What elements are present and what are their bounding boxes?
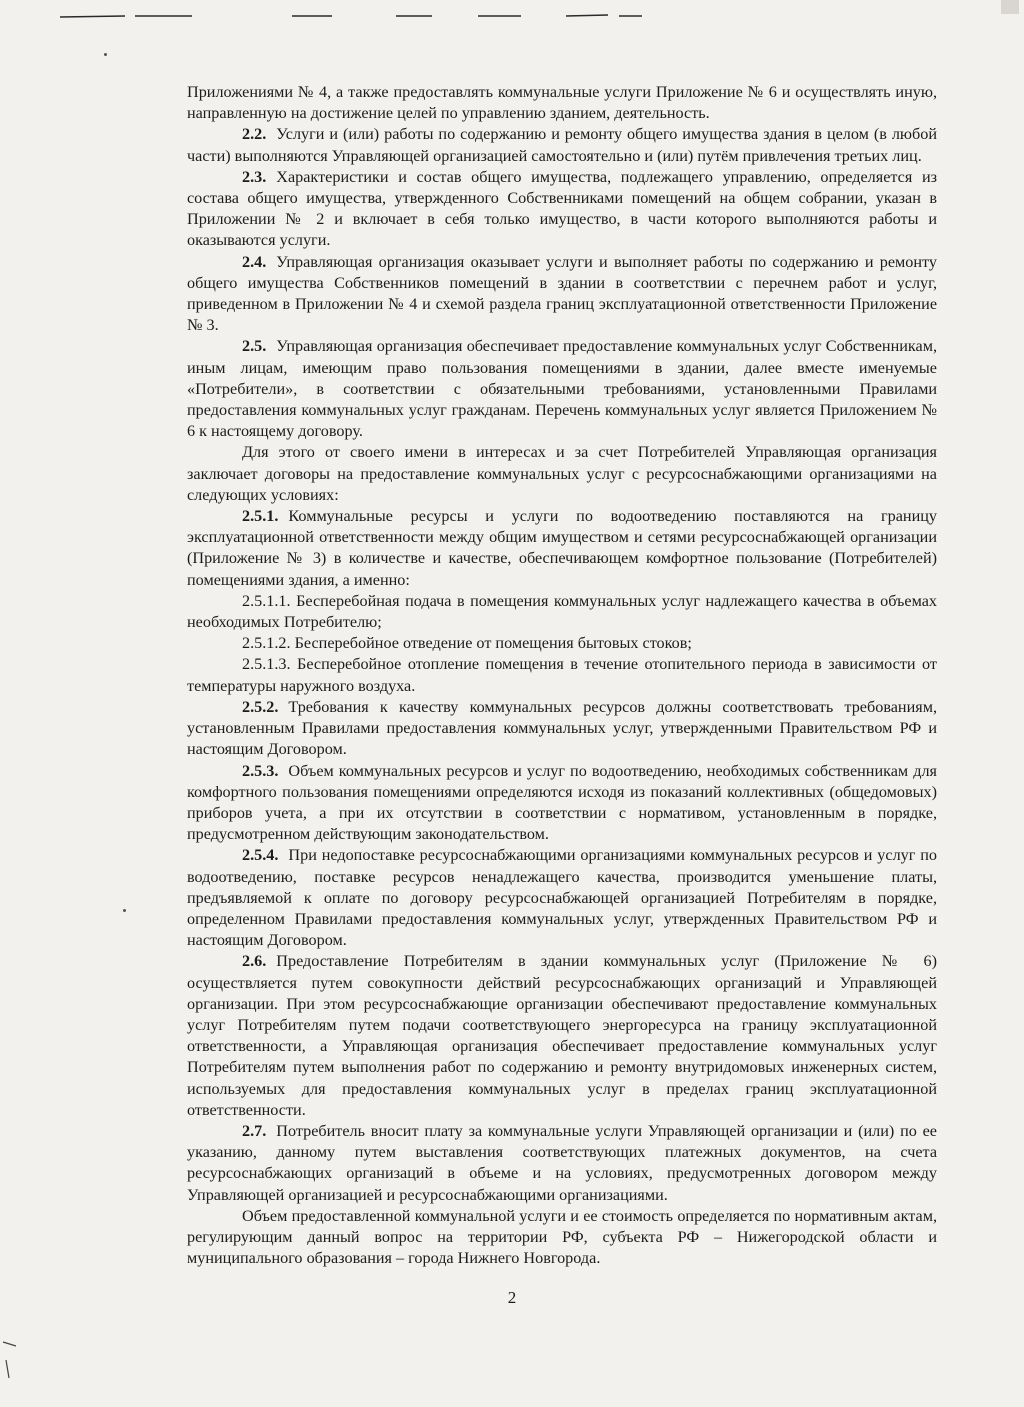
paragraph-text: Бесперебойное отведение от помещения бытовых стоков;: [294, 634, 692, 653]
paragraph-text: Управляющая организация оказывает услуги и выполняет работы по содержанию и ремонту общего имущества Собственников помещений в здании в соответствии с перечнем работ и услуг, приведенном в Приложении № 4 и схемой раздела границ эксплуатационной ответственности Приложение № 3.: [187, 252, 937, 335]
page-number: 2: [507, 1288, 517, 1307]
clause-number: 2.6.: [242, 952, 267, 971]
clause-number: 2.5.4.: [242, 846, 279, 865]
paragraph: [187, 951, 937, 1121]
scan-speck: [104, 53, 107, 56]
paragraph: [187, 761, 937, 846]
paragraph: [187, 654, 937, 696]
paragraph-text: Потребитель вносит плату за коммунальные услуги Управляющей организации и (или) по ее указанию, данному путем выставления соответствующих платежных документов, на счета ресурсоснабжающих организаций в объеме и на условиях, предусмотренных договором между Управляющей организацией и ресурсоснабжающими организациями.: [187, 1121, 937, 1204]
clause-number: 2.5.1.: [242, 507, 279, 526]
paragraph-text: Объем коммунальных ресурсов и услуг по водоотведению, необходимых собственникам для комфортного пользования помещениями определяются исходя из показаний коллективных (общедомовых) приборов учета, а при их отсутствии в соответствии с нормативом, установленным в порядке, предусмотренном действующим законодательством.: [187, 761, 937, 844]
clause-number: 2.5.1.2.: [242, 634, 291, 653]
scan-speck: [123, 909, 126, 912]
paragraph: [187, 167, 937, 252]
paragraph-text: Предоставление Потребителям в здании коммунальных услуг (Приложение № 6) осуществляется путем совокупности действий ресурсоснабжающих организаций и Управляющей организации. При этом ресурсоснабжающие организации обеспечивают предоставление коммунальных услуг Потребителям путем подачи соответствующего энергоресурса на границу эксплуатационной ответственности, а Управляющая организация обеспечивает предоставление коммунальных услуг Потребителям путем выполнения работ по содержанию и ремонту внутридомовых инженерных систем, используемых для предоставления коммунальных услуг в пределах границ эксплуатационной ответственности.: [187, 952, 937, 1119]
paragraph: [187, 336, 937, 442]
paragraph-text: Характеристики и состав общего имущества, подлежащего управлению, определяется из состава общего имущества, утвержденного Собственниками помещений на общем собрании, указан в Приложении № 2 и включает в себя только имущество, в части которого выполняются работы и оказываются услуги.: [187, 167, 937, 250]
paragraph-text: Управляющая организация обеспечивает предоставление коммунальных услуг Собственникам, иным лицам, имеющим право пользования помещениями в здании, далее вместе именуемые «Потребители», в соответствии с обязательными требованиями, установленными Правилами предоставления коммунальных услуг гражданам. Перечень коммунальных услуг является Приложением № 6 к настоящему договору.: [187, 337, 937, 441]
paragraph: [187, 442, 937, 506]
document-body: [187, 82, 937, 1269]
paragraph: [187, 82, 937, 124]
paragraph-text: Для этого от своего имени в интересах и за счет Потребителей Управляющая организация заключает договоры на предоставление коммунальных услуг с ресурсоснабжающими организациями на следующих условиях:: [187, 443, 937, 504]
clause-number: 2.7.: [242, 1121, 267, 1140]
paragraph-text: Услуги и (или) работы по содержанию и ремонту общего имущества здания в целом (в любой части) выполняются Управляющей организацией самостоятельно и (или) путём привлечения третьих лиц.: [187, 125, 937, 165]
paragraph-text: Объем предоставленной коммунальной услуги и ее стоимость определяется по нормативным актам, регулирующим данный вопрос на территории РФ, субъекта РФ – Нижегородской области и муниципального образования – города Нижнего Новгорода.: [187, 1206, 937, 1268]
paragraph-text: При недопоставке ресурсоснабжающими организациями коммунальных ресурсов и услуг по водоотведению, поставке ресурсов ненадлежащего качества, производится уменьшение платы, предъявляемой к оплате по договору ресурсоснабжающей организацией Потребителям в порядке, определенном Правилами предоставления коммунальных услуг, утвержденных Правительством РФ и настоящим Договором.: [187, 846, 937, 950]
paragraph: [187, 1121, 937, 1206]
paragraph: [187, 633, 937, 654]
paragraph: [187, 591, 937, 633]
clause-number: 2.5.3.: [242, 761, 279, 780]
paragraph: [187, 506, 937, 591]
clause-number: 2.5.: [242, 337, 267, 356]
clause-number: 2.2.: [242, 125, 267, 144]
paragraph-text: Бесперебойное отопление помещения в течение отопительного периода в зависимости от температуры наружного воздуха.: [187, 655, 938, 695]
paragraph: [187, 124, 937, 166]
clause-number: 2.5.1.3.: [242, 655, 291, 674]
paragraph: [187, 697, 937, 761]
scan-left-marks: [0, 0, 20, 1407]
paragraph-text: Бесперебойная подача в помещения коммунальных услуг надлежащего качества в объемах необходимых Потребителю;: [187, 591, 937, 632]
paragraph-text: Требования к качеству коммунальных ресурсов должны соответствовать требованиям, установленным Правилами предоставления коммунальных услуг, утвержденными Правительством РФ и настоящим Договором.: [187, 697, 937, 759]
paragraph: [187, 252, 937, 337]
clause-number: 2.3.: [242, 167, 267, 186]
clause-number: 2.5.2.: [242, 697, 279, 716]
scan-edge-marks: [0, 0, 1024, 40]
clause-number: 2.5.1.1.: [242, 591, 291, 610]
paragraph: [187, 1206, 937, 1270]
paragraph: [187, 845, 937, 951]
clause-number: 2.4.: [242, 252, 267, 271]
paragraph-text: Приложениями № 4, а также предоставлять коммунальные услуги Приложение № 6 и осуществлять иную, направленную на достижение целей по управлению зданием, деятельность.: [187, 83, 937, 123]
paragraph-text: Коммунальные ресурсы и услуги по водоотведению поставляются на границу эксплуатационной ответственности между общим имуществом и сетями ресурсоснабжающей организации (Приложение № 3) в количестве и качестве, обеспечивающем комфортное пользование (Потребителей) помещениями здания, а именно:: [187, 507, 937, 589]
